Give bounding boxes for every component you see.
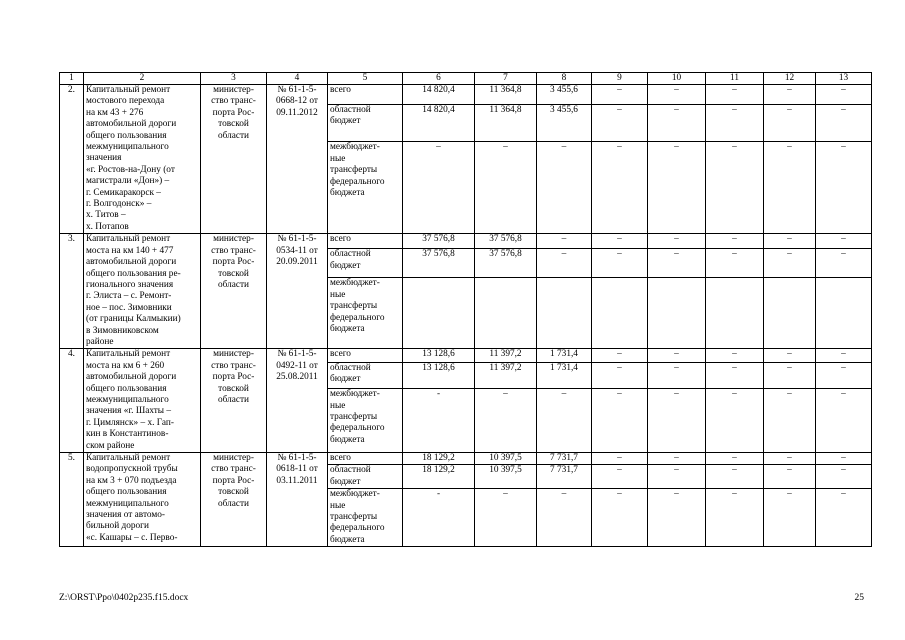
text-line: товской <box>218 119 249 130</box>
amount-cell <box>592 278 648 349</box>
text-line: бюджета <box>330 434 365 445</box>
text-line: области <box>217 279 250 290</box>
funding-source <box>328 249 403 278</box>
amount-cell: – <box>764 389 816 453</box>
amount-cell: – <box>706 249 764 278</box>
text-line: товской <box>218 268 249 279</box>
text-line: общего пользования <box>86 130 167 141</box>
amount-cell: – <box>816 389 872 453</box>
amount-cell: – <box>764 489 816 547</box>
text-line: Капитальный ремонт <box>86 234 171 245</box>
text-line: межбюджет- <box>330 142 380 153</box>
amount-cell: – <box>592 234 648 249</box>
amount-cell: – <box>592 389 648 453</box>
amount-cell: – <box>816 489 872 547</box>
amount-cell <box>764 278 816 349</box>
table-body <box>60 73 872 547</box>
text-line: области <box>217 394 250 405</box>
amount-cell: – <box>764 104 816 142</box>
amount-cell: – <box>475 142 537 234</box>
amount-cell: – <box>537 249 592 278</box>
text-line: министер- <box>213 453 254 463</box>
text-line: межмуниципального <box>86 498 169 509</box>
funding-source <box>328 465 403 489</box>
text-line: в Зимовниковском <box>86 325 159 336</box>
text-line: 09.11.2012 <box>276 107 318 118</box>
text-line: федерального <box>330 523 385 534</box>
amount-cell: 11 364,8 <box>475 104 537 142</box>
row-number: 5. <box>60 453 84 547</box>
amount-cell: – <box>816 349 872 363</box>
amount-cell: – <box>706 465 764 489</box>
text-line: гионального значения <box>86 279 174 290</box>
text-line: министер- <box>213 234 254 245</box>
table-row <box>60 85 872 105</box>
amount-cell: - <box>403 389 475 453</box>
amount-cell: – <box>648 465 706 489</box>
text-line: кин в Константинов- <box>86 429 169 440</box>
amount-cell: 11 397,2 <box>475 362 537 388</box>
text-line: всего <box>330 453 351 463</box>
funding-source <box>328 104 403 142</box>
header-cell: 13 <box>816 73 872 85</box>
text-line: областной <box>330 362 371 373</box>
text-line: порта Рос- <box>212 475 255 486</box>
text-line: области <box>217 130 250 141</box>
funding-source <box>328 362 403 388</box>
header-cell: 4 <box>267 73 328 85</box>
amount-cell: – <box>648 362 706 388</box>
text-line: бюджета <box>330 534 365 545</box>
amount-cell: – <box>706 349 764 363</box>
amount-cell: 37 576,8 <box>403 234 475 249</box>
text-line: общего пользования ре- <box>86 268 181 279</box>
funding-source <box>328 389 403 453</box>
text-line: 03.11.2011 <box>276 475 318 486</box>
amount-cell: – <box>816 142 872 234</box>
text-line: бюджета <box>330 187 365 198</box>
amount-cell: 13 128,6 <box>403 362 475 388</box>
amount-cell <box>648 278 706 349</box>
text-line: министер- <box>213 85 254 95</box>
text-line: ском районе <box>86 440 135 451</box>
amount-cell: – <box>592 362 648 388</box>
amount-cell: – <box>592 453 648 465</box>
amount-cell: – <box>706 489 764 547</box>
text-line: «с. Кашары – с. Перво- <box>86 532 178 543</box>
amount-cell: 7 731,7 <box>537 453 592 465</box>
text-line: федерального <box>330 423 385 434</box>
amount-cell: 14 820,4 <box>403 104 475 142</box>
amount-cell: – <box>403 142 475 234</box>
text-line: значения от автомо- <box>86 510 165 521</box>
amount-cell <box>403 278 475 349</box>
funding-source <box>328 349 403 363</box>
text-line: районе <box>86 336 114 347</box>
text-line: ство транс- <box>211 360 256 371</box>
text-line: всего <box>330 234 351 245</box>
header-row <box>60 73 872 85</box>
document-ref <box>267 349 328 453</box>
table-row <box>60 453 872 465</box>
amount-cell: – <box>706 85 764 105</box>
amount-cell: – <box>764 234 816 249</box>
text-line: области <box>217 498 250 509</box>
text-line: № 61-1-5- <box>277 349 317 360</box>
amount-cell: 37 576,8 <box>475 234 537 249</box>
row-number: 2. <box>60 85 84 234</box>
amount-cell: – <box>764 465 816 489</box>
text-line: федерального <box>330 312 385 323</box>
text-line: ные <box>330 289 346 300</box>
amount-cell: – <box>648 249 706 278</box>
text-line: г. Цимлянск» – х. Гап- <box>86 417 174 428</box>
document-ref <box>267 453 328 547</box>
text-line: бильной дороги <box>86 521 149 532</box>
amount-cell: 37 576,8 <box>475 249 537 278</box>
amount-cell: – <box>706 362 764 388</box>
text-line: на км 43 + 276 <box>86 107 144 118</box>
customer <box>201 453 267 547</box>
amount-cell: – <box>592 104 648 142</box>
amount-cell: – <box>592 465 648 489</box>
amount-cell: – <box>816 104 872 142</box>
text-line: № 61-1-5- <box>277 85 317 95</box>
funding-source <box>328 489 403 547</box>
text-line: мостового перехода <box>86 96 165 107</box>
amount-cell: 7 731,7 <box>537 465 592 489</box>
header-cell: 9 <box>592 73 648 85</box>
text-line: автомобильной дороги <box>86 119 177 130</box>
text-line: 20.09.2011 <box>276 257 318 268</box>
amount-cell: – <box>592 142 648 234</box>
amount-cell: 18 129,2 <box>403 453 475 465</box>
amount-cell: – <box>816 85 872 105</box>
text-line: «г. Ростов-на-Дону (от <box>86 164 175 175</box>
text-line: областной <box>330 465 371 476</box>
funding-source <box>328 278 403 349</box>
amount-cell <box>475 278 537 349</box>
amount-cell: 1 731,4 <box>537 362 592 388</box>
header-cell: 8 <box>537 73 592 85</box>
amount-cell: 11 397,2 <box>475 349 537 363</box>
text-line: г. Волгодонск» – <box>86 199 152 210</box>
header-cell: 2 <box>84 73 201 85</box>
amount-cell: – <box>706 453 764 465</box>
amount-cell: 14 820,4 <box>403 85 475 105</box>
object-description <box>84 453 201 547</box>
amount-cell: 10 397,5 <box>475 465 537 489</box>
text-line: 0668-12 от <box>276 96 318 107</box>
text-line: межбюджет- <box>330 278 380 289</box>
header-cell: 6 <box>403 73 475 85</box>
text-line: всего <box>330 85 351 95</box>
document-ref <box>267 85 328 234</box>
customer <box>201 234 267 349</box>
amount-cell: 37 576,8 <box>403 249 475 278</box>
text-line: товской <box>218 383 249 394</box>
text-line: № 61-1-5- <box>277 453 317 463</box>
amount-cell: – <box>592 249 648 278</box>
amount-cell: 11 364,8 <box>475 85 537 105</box>
text-line: бюджет <box>330 116 361 127</box>
amount-cell: 18 129,2 <box>403 465 475 489</box>
amount-cell: – <box>764 85 816 105</box>
header-cell: 11 <box>706 73 764 85</box>
text-line: бюджет <box>330 260 361 271</box>
customer <box>201 85 267 234</box>
amount-cell: 3 455,6 <box>537 104 592 142</box>
text-line: Капитальный ремонт <box>86 453 171 463</box>
amount-cell: - <box>403 489 475 547</box>
text-line: автомобильной дороги <box>86 372 177 383</box>
amount-cell: – <box>648 389 706 453</box>
text-line: х. Титов – <box>86 210 126 221</box>
text-line: министер- <box>213 349 254 360</box>
amount-cell: – <box>592 85 648 105</box>
amount-cell: – <box>648 142 706 234</box>
header-cell: 10 <box>648 73 706 85</box>
object-description <box>84 85 201 234</box>
header-cell: 7 <box>475 73 537 85</box>
amount-cell: – <box>648 85 706 105</box>
text-line: порта Рос- <box>212 107 255 118</box>
budget-table <box>59 72 872 547</box>
text-line: трансферты <box>330 411 378 422</box>
text-line: 0534-11 от <box>276 245 318 256</box>
funding-source <box>328 234 403 249</box>
amount-cell: – <box>706 234 764 249</box>
amount-cell: – <box>648 453 706 465</box>
amount-cell: – <box>816 249 872 278</box>
amount-cell: – <box>816 453 872 465</box>
amount-cell: – <box>648 349 706 363</box>
text-line: Капитальный ремонт <box>86 85 171 95</box>
funding-source <box>328 85 403 105</box>
text-line: бюджета <box>330 324 365 335</box>
text-line: ное – пос. Зимовники <box>86 302 172 313</box>
amount-cell: – <box>764 349 816 363</box>
header-cell: 5 <box>328 73 403 85</box>
text-line: 0618-11 от <box>276 464 318 475</box>
text-line: межмуниципального <box>86 142 169 153</box>
text-line: ные <box>330 500 346 511</box>
text-line: ство транс- <box>211 96 256 107</box>
amount-cell: – <box>592 349 648 363</box>
text-line: порта Рос- <box>212 372 255 383</box>
text-line: моста на км 140 + 477 <box>86 245 174 256</box>
text-line: ство транс- <box>211 245 256 256</box>
amount-cell: – <box>537 142 592 234</box>
text-line: ные <box>330 153 346 164</box>
row-number: 3. <box>60 234 84 349</box>
footer-file-path: Z:\ORST\Ppo\0402p235.f15.docx <box>59 593 189 603</box>
text-line: общего пользования <box>86 487 167 498</box>
amount-cell: – <box>764 249 816 278</box>
amount-cell: – <box>648 234 706 249</box>
text-line: ство транс- <box>211 464 256 475</box>
amount-cell: – <box>648 104 706 142</box>
header-cell: 12 <box>764 73 816 85</box>
amount-cell: – <box>706 104 764 142</box>
text-line: трансферты <box>330 165 378 176</box>
text-line: межмуниципального <box>86 394 169 405</box>
text-line: бюджет <box>330 374 361 385</box>
amount-cell: – <box>537 234 592 249</box>
amount-cell <box>537 278 592 349</box>
text-line: Капитальный ремонт <box>86 349 171 360</box>
text-line: магистрали «Дон») – <box>86 176 170 187</box>
funding-source <box>328 453 403 465</box>
amount-cell: – <box>764 453 816 465</box>
amount-cell: 10 397,5 <box>475 453 537 465</box>
text-line: автомобильной дороги <box>86 257 177 268</box>
text-line: бюджет <box>330 476 361 487</box>
text-line: (от границы Калмыкии) <box>86 314 181 325</box>
amount-cell: 3 455,6 <box>537 85 592 105</box>
text-line: на км 3 + 070 подъезда <box>86 475 177 486</box>
amount-cell: – <box>706 142 764 234</box>
text-line: трансферты <box>330 512 378 523</box>
text-line: значения <box>86 153 122 164</box>
text-line: областной <box>330 249 371 260</box>
table-row <box>60 349 872 363</box>
amount-cell <box>816 278 872 349</box>
document-ref <box>267 234 328 349</box>
row-number: 4. <box>60 349 84 453</box>
amount-cell: – <box>816 465 872 489</box>
header-cell: 1 <box>60 73 84 85</box>
text-line: г. Элиста – с. Ремонт- <box>86 291 172 302</box>
text-line: товской <box>218 487 249 498</box>
amount-cell: – <box>537 489 592 547</box>
funding-source <box>328 142 403 234</box>
text-line: ные <box>330 400 346 411</box>
footer-page-number: 25 <box>854 593 864 603</box>
text-line: моста на км 6 + 260 <box>86 360 165 371</box>
amount-cell: – <box>592 489 648 547</box>
text-line: межбюджет- <box>330 389 380 400</box>
amount-cell: – <box>764 142 816 234</box>
table-row <box>60 234 872 249</box>
amount-cell <box>706 278 764 349</box>
amount-cell: 1 731,4 <box>537 349 592 363</box>
text-line: № 61-1-5- <box>277 234 317 245</box>
object-description <box>84 234 201 349</box>
text-line: 0492-11 от <box>276 360 318 371</box>
amount-cell: – <box>648 489 706 547</box>
text-line: всего <box>330 349 351 360</box>
amount-cell: – <box>475 389 537 453</box>
amount-cell: – <box>764 362 816 388</box>
text-line: трансферты <box>330 301 378 312</box>
amount-cell: 13 128,6 <box>403 349 475 363</box>
text-line: федерального <box>330 176 385 187</box>
text-line: х. Потапов <box>86 221 129 232</box>
text-line: областной <box>330 104 371 115</box>
amount-cell: – <box>537 389 592 453</box>
object-description <box>84 349 201 453</box>
amount-cell: – <box>816 234 872 249</box>
text-line: г. Семикаракорск – <box>86 187 161 198</box>
text-line: 25.08.2011 <box>276 372 318 383</box>
amount-cell: – <box>475 489 537 547</box>
text-line: общего пользования <box>86 383 167 394</box>
amount-cell: – <box>706 389 764 453</box>
customer <box>201 349 267 453</box>
text-line: водопропускной трубы <box>86 464 178 475</box>
text-line: порта Рос- <box>212 257 255 268</box>
header-cell: 3 <box>201 73 267 85</box>
text-line: значения «г. Шахты – <box>86 406 172 417</box>
text-line: межбюджет- <box>330 489 380 500</box>
amount-cell: – <box>816 362 872 388</box>
